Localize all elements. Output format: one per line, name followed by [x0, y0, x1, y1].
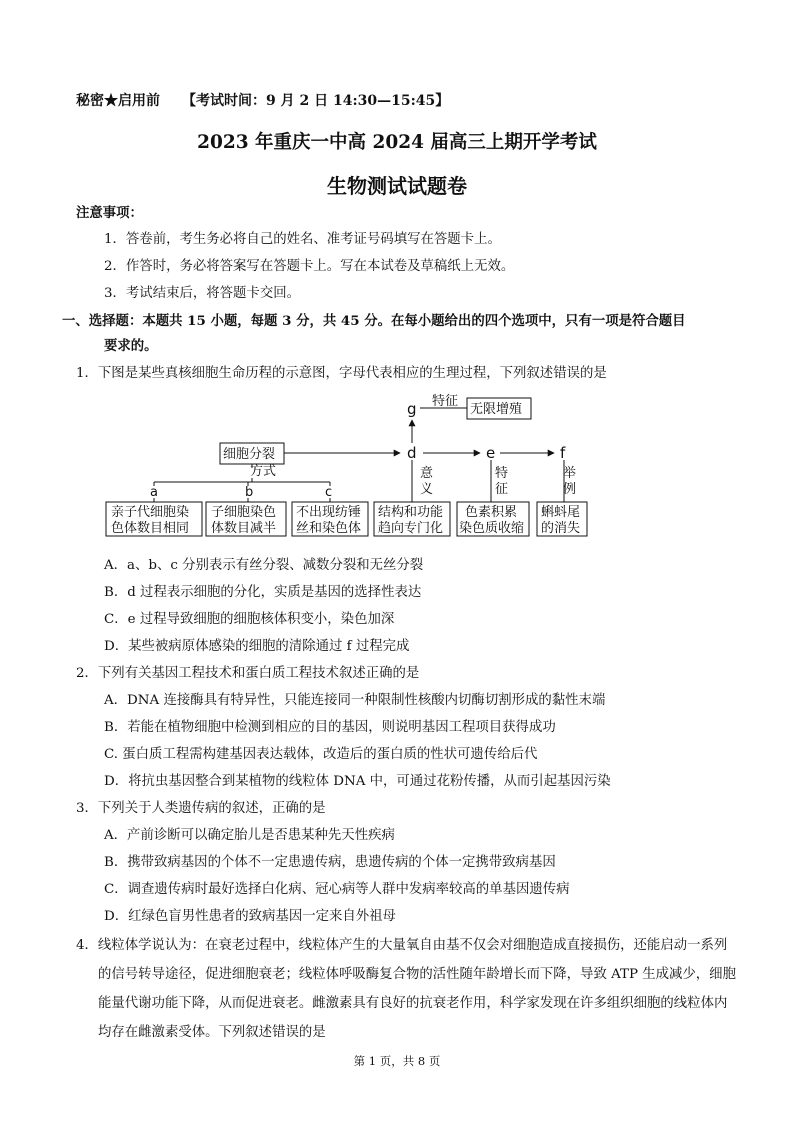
- node-g: g: [407, 400, 417, 418]
- box-d-line2: 趋向专门化: [378, 521, 444, 536]
- q1-option-a: A．a、b、c 分别表示有丝分裂、减数分裂和无丝分裂: [104, 558, 424, 573]
- q3-option-a: A．产前诊断可以确定胎儿是否患某种先天性疾病: [104, 828, 395, 843]
- exam-subtitle: 生物测试试题卷: [327, 174, 467, 198]
- box-e-line1: 色素积累: [465, 505, 518, 520]
- f-label-1: 举: [563, 466, 577, 481]
- page-footer: 第 1 页，共 8 页: [353, 1054, 441, 1068]
- question-1-stem: 1．下图是某些真核细胞生命历程的示意图，字母代表相应的生理过程，下列叙述错误的是: [76, 366, 607, 381]
- exam-time: 【考试时间：9 月 2 日 14:30—15:45】: [182, 93, 450, 109]
- box-f: [537, 502, 587, 536]
- box-f-line1: 蝌蚪尾: [541, 505, 581, 520]
- node-a: a: [150, 485, 158, 500]
- e-label-1: 特: [495, 466, 509, 481]
- division-box: [220, 443, 284, 464]
- secret-label: 秘密★启用前: [76, 93, 160, 109]
- box-c-line1: 不出现纺锤: [296, 505, 362, 520]
- q3-option-c: C．调查遗传病时最好选择白化病、冠心病等人群中发病率较高的单基因遗传病: [104, 882, 570, 897]
- g-feature-label: 特征: [432, 394, 459, 409]
- q2-option-c: C. 蛋白质工程需构建基因表达载体，改造后的蛋白质的性状可遗传给后代: [104, 747, 538, 762]
- q3-option-d: D．红绿色盲男性患者的致病基因一定来自外祖母: [104, 909, 396, 924]
- box-a: [106, 502, 202, 536]
- exam-title: 2023 年重庆一中高 2024 届高三上期开学考试: [197, 132, 597, 153]
- section-heading: 一、选择题：本题共 15 小题，每题 3 分，共 45 分。在每小题给出的四个选项中，只有一项是符合题目: [62, 313, 686, 329]
- exam-header: [76, 90, 449, 110]
- box-a-line1: 亲子代细胞染: [111, 505, 190, 520]
- box-c: [292, 502, 368, 536]
- question-2-stem: 2．下列有关基因工程技术和蛋白质工程技术叙述正确的是: [76, 666, 420, 681]
- node-d: d: [407, 444, 417, 462]
- q1-option-b: B．d 过程表示细胞的分化，实质是基因的选择性表达: [104, 585, 422, 600]
- box-f-line2: 的消失: [541, 521, 581, 536]
- box-b-line2: 体数目减半: [211, 521, 277, 536]
- f-label-2: 例: [563, 482, 577, 497]
- q1-option-c: C．e 过程导致细胞的细胞核体积变小，染色加深: [104, 612, 395, 627]
- q2-option-b: B．若能在植物细胞中检测到相应的目的基因，则说明基因工程项目获得成功: [104, 720, 556, 735]
- q1-option-d: D．某些被病原体感染的细胞的清除通过 f 过程完成: [104, 639, 410, 654]
- node-e: e: [486, 444, 496, 462]
- box-c-line2: 丝和染色体: [296, 521, 362, 536]
- box-b: [206, 502, 286, 536]
- q2-option-a: A．DNA 连接酶具有特异性，只能连接同一种限制性核酸内切酶切割形成的黏性末端: [104, 693, 606, 708]
- box-d-line1: 结构和功能: [378, 505, 444, 520]
- box-a-line2: 色体数目相同: [111, 521, 190, 536]
- question-4-stem: 4．线粒体学说认为：在衰老过程中，线粒体产生的大量氧自由基不仅会对细胞造成直接损伤，还能启动一系列的信号转导途径，促进细胞衰老；线粒体呼吸酶复合物的活性随年龄增长而下降，导致 ATP 生成减少，细胞能量代谢功能下降，从而促进衰老。雌激素具有良好的抗衰老作用，科学家发现在许多组织细胞的线粒体内均存在雌激素受体。下列叙述错误的是: [76, 938, 736, 1040]
- q2-option-d: D．将抗虫基因整合到某植物的线粒体 DNA 中，可通过花粉传播，从而引起基因污染: [104, 774, 611, 789]
- e-label-2: 征: [495, 482, 509, 497]
- notice-heading: 注意事项：: [76, 205, 143, 221]
- fangshi-label: 方式: [250, 464, 277, 479]
- section-heading-cont: 要求的。: [104, 338, 158, 354]
- notice-item: 3．考试结束后，将答题卡交回。: [104, 286, 300, 301]
- notice-item: 1．答卷前，考生务必将自己的姓名、准考证号码填写在答题卡上。: [104, 232, 501, 247]
- node-b: b: [245, 485, 254, 500]
- q3-option-b: B．携带致病基因的个体不一定患遗传病，患遗传病的个体一定携带致病基因: [104, 855, 556, 870]
- box-d: [374, 502, 450, 536]
- g-box: [467, 398, 531, 419]
- d-label-1: 意: [420, 466, 434, 481]
- box-b-line1: 子细胞染色: [211, 505, 277, 520]
- division-box-text: 细胞分裂: [223, 447, 276, 462]
- g-box-text: 无限增殖: [470, 402, 523, 417]
- question-3-stem: 3．下列关于人类遗传病的叙述，正确的是: [76, 801, 326, 816]
- node-c: c: [325, 485, 333, 500]
- notice-item: 2．作答时，务必将答案写在答题卡上。写在本试卷及草稿纸上无效。: [104, 259, 515, 274]
- box-e: [457, 502, 529, 536]
- d-label-2: 义: [420, 482, 434, 497]
- node-f: f: [560, 444, 566, 462]
- box-e-line2: 染色质收缩: [459, 521, 525, 536]
